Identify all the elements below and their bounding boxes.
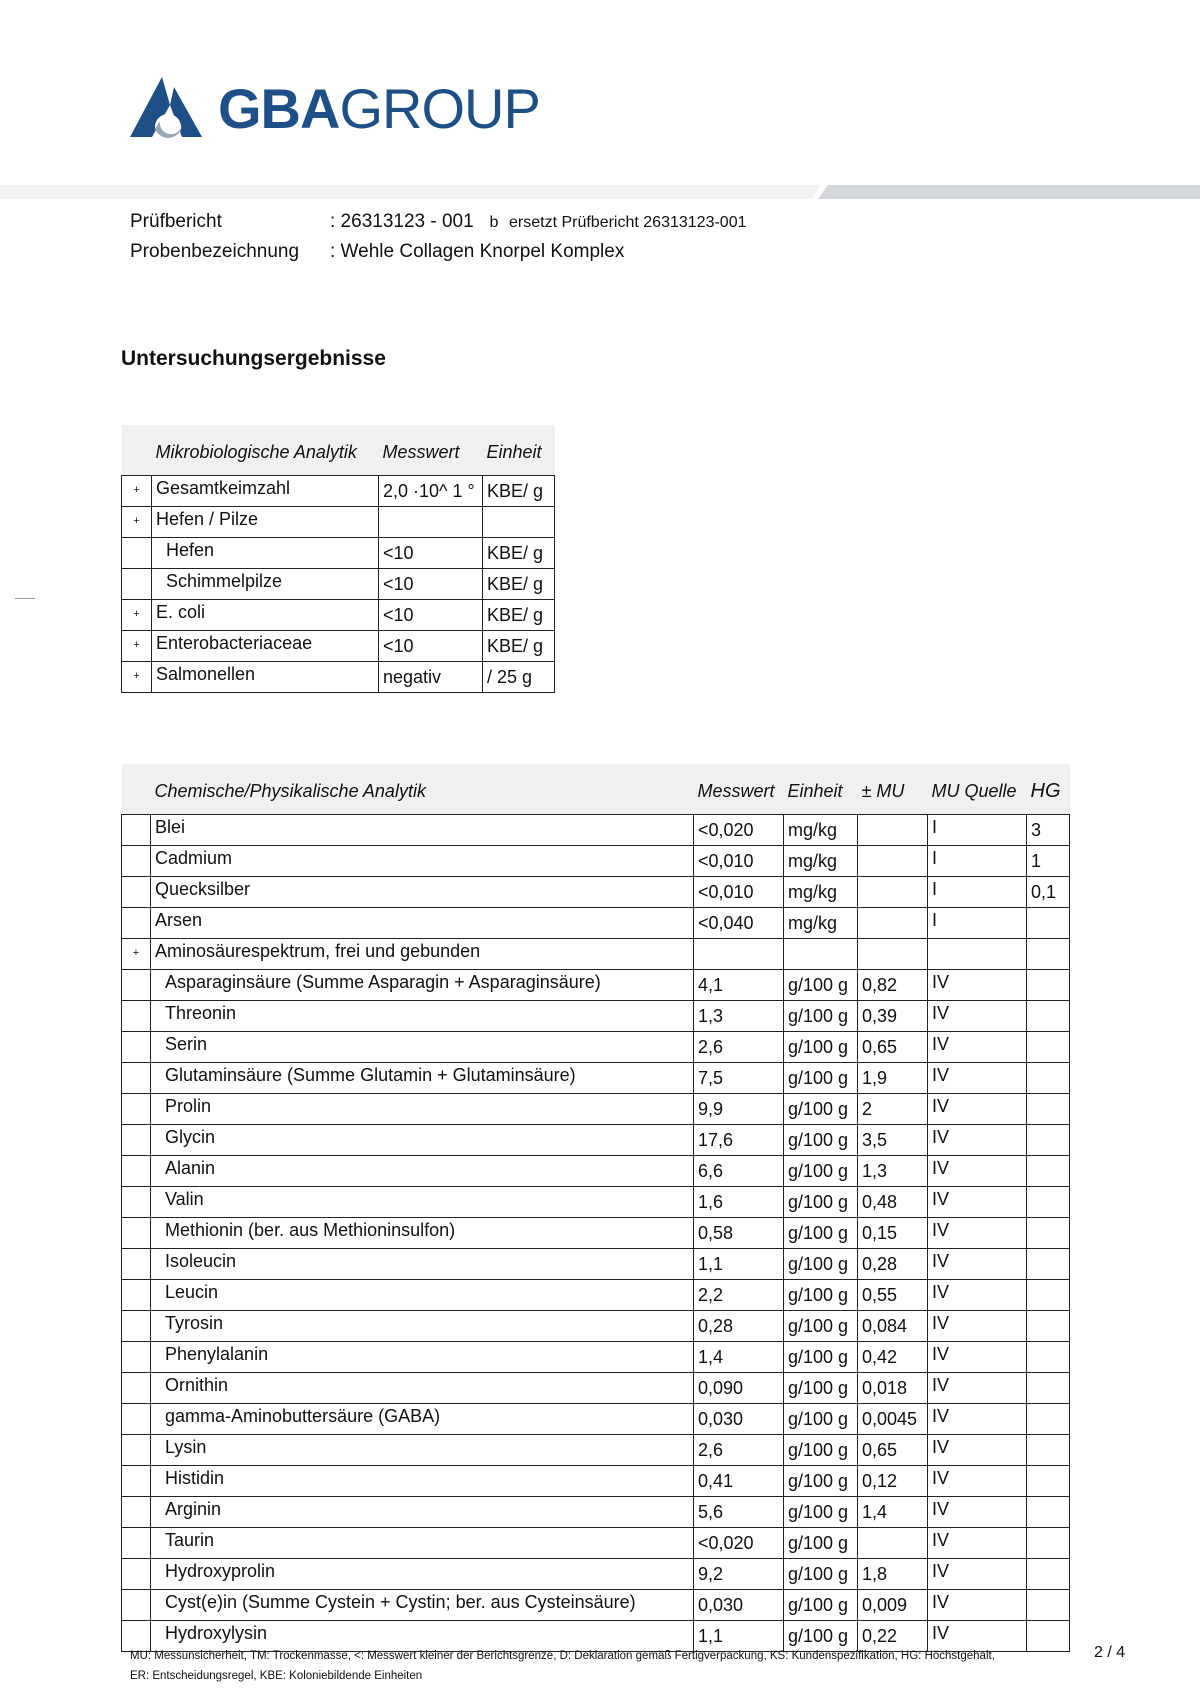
chem-row [122,1249,1070,1280]
micro-cell-name: Hefen / Pilze [152,507,379,538]
chem-cell-mu: 0,009 [858,1590,928,1621]
chem-cell-value [694,939,784,970]
logo-brand: GBA [218,77,340,140]
chem-cell-hg [1027,1311,1070,1342]
chem-cell-value: 0,28 [694,1311,784,1342]
chem-cell-hg [1027,1466,1070,1497]
chem-cell-unit: g/100 g [784,970,858,1001]
chem-cell-mu: 0,55 [858,1280,928,1311]
chem-cell-name: gamma-Aminobuttersäure (GABA) [151,1404,694,1435]
micro-cell-value [379,507,483,538]
chem-cell-mu [858,877,928,908]
chem-cell-unit: g/100 g [784,1590,858,1621]
chem-cell-src: IV [928,1249,1027,1280]
micro-cell-mark [122,569,152,600]
chem-row [122,939,1070,970]
chem-cell-unit: mg/kg [784,877,858,908]
micro-cell-name: E. coli [152,600,379,631]
chem-cell-mu: 0,82 [858,970,928,1001]
chem-row [122,1528,1070,1559]
chem-cell-value: 0,030 [694,1404,784,1435]
chem-cell-mark [122,1187,151,1218]
micro-cell-unit: KBE/ g [483,476,555,507]
chem-cell-value: 1,1 [694,1621,784,1652]
chem-cell-hg [1027,939,1070,970]
chem-cell-hg [1027,1435,1070,1466]
report-label: Prüfbericht [130,211,222,232]
micro-cell-unit: KBE/ g [483,631,555,662]
chem-cell-mu: 0,48 [858,1187,928,1218]
chem-cell-hg [1027,1590,1070,1621]
micro-cell-mark [122,538,152,569]
chem-cell-mark [122,1156,151,1187]
chem-cell-src: IV [928,1621,1027,1652]
chem-cell-mu [858,908,928,939]
chem-cell-src: IV [928,1001,1027,1032]
micro-cell-mark: + [122,662,152,693]
chem-cell-mark [122,1249,151,1280]
chem-cell-name: Cyst(e)in (Summe Cystein + Cystin; ber. aus Cysteinsäure) [151,1590,694,1621]
chem-cell-unit: g/100 g [784,1466,858,1497]
chem-header-einheit: Einheit [784,764,858,815]
chem-row [122,1342,1070,1373]
chem-cell-src: IV [928,1218,1027,1249]
chem-row [122,1373,1070,1404]
chem-cell-name: Phenylalanin [151,1342,694,1373]
chem-cell-value: 0,090 [694,1373,784,1404]
micro-cell-name: Hefen [152,538,379,569]
chem-cell-unit: g/100 g [784,1001,858,1032]
chem-cell-src: IV [928,1342,1027,1373]
chem-header-mu-quelle: MU Quelle [928,764,1027,815]
chem-cell-src: IV [928,1125,1027,1156]
chem-cell-mu [858,815,928,846]
micro-header-row [122,425,555,476]
chem-cell-mu: 0,018 [858,1373,928,1404]
chem-cell-mark [122,1280,151,1311]
chem-row [122,815,1070,846]
chem-cell-name: Blei [151,815,694,846]
chem-cell-unit: g/100 g [784,1125,858,1156]
chem-cell-unit: g/100 g [784,1156,858,1187]
chem-row [122,1125,1070,1156]
chem-cell-name: Asparaginsäure (Summe Asparagin + Asparaginsäure) [151,970,694,1001]
chem-header-mark [122,764,151,815]
chem-cell-mark [122,1342,151,1373]
chem-cell-name: Hydroxylysin [151,1621,694,1652]
chem-cell-mark [122,1528,151,1559]
chem-cell-unit: g/100 g [784,1249,858,1280]
chem-cell-mu: 0,22 [858,1621,928,1652]
chem-cell-mu: 0,0045 [858,1404,928,1435]
chem-cell-value: <0,010 [694,877,784,908]
chem-cell-src: IV [928,1404,1027,1435]
micro-cell-name: Enterobacteriaceae [152,631,379,662]
chem-cell-unit: mg/kg [784,908,858,939]
chem-cell-mark: + [122,939,151,970]
micro-cell-value: <10 [379,569,483,600]
chem-cell-name: Methionin (ber. aus Methioninsulfon) [151,1218,694,1249]
micro-cell-mark: + [122,600,152,631]
micro-cell-unit: KBE/ g [483,569,555,600]
chem-table-body [122,815,1070,1652]
chem-cell-value: 1,3 [694,1001,784,1032]
micro-table [121,425,555,693]
chem-cell-src: IV [928,1311,1027,1342]
chem-row [122,1280,1070,1311]
chem-cell-unit: g/100 g [784,1621,858,1652]
chem-cell-mu: 2 [858,1094,928,1125]
chem-cell-mark [122,1559,151,1590]
chem-cell-unit [784,939,858,970]
chem-cell-unit: g/100 g [784,1032,858,1063]
chem-cell-name: Glutaminsäure (Summe Glutamin + Glutaminsäure) [151,1063,694,1094]
chem-row [122,1218,1070,1249]
chem-cell-mark [122,1373,151,1404]
chem-cell-name: Taurin [151,1528,694,1559]
chem-cell-mu: 0,39 [858,1001,928,1032]
chem-cell-src: IV [928,1373,1027,1404]
chem-header-messwert: Messwert [694,764,784,815]
chem-cell-mu [858,939,928,970]
chem-cell-name: Serin [151,1032,694,1063]
chem-cell-unit: mg/kg [784,815,858,846]
chem-cell-mark [122,1001,151,1032]
section-title: Untersuchungsergebnisse [121,347,386,370]
chem-cell-hg [1027,1001,1070,1032]
micro-cell-value: 2,0 ·10^ 1 ° [379,476,483,507]
micro-cell-mark: + [122,631,152,662]
chem-cell-value: 1,1 [694,1249,784,1280]
chem-cell-unit: g/100 g [784,1311,858,1342]
chem-cell-mu: 1,8 [858,1559,928,1590]
chem-cell-value: 5,6 [694,1497,784,1528]
report-replaces: ersetzt Prüfbericht 26313123-001 [509,214,747,231]
chem-row [122,877,1070,908]
chem-cell-hg [1027,1094,1070,1125]
micro-cell-unit: / 25 g [483,662,555,693]
chem-cell-mark [122,1094,151,1125]
chem-cell-hg [1027,1156,1070,1187]
chem-cell-name: Ornithin [151,1373,694,1404]
chem-cell-mu: 1,4 [858,1497,928,1528]
chem-cell-value: 7,5 [694,1063,784,1094]
chem-row [122,846,1070,877]
chem-cell-hg [1027,908,1070,939]
chem-cell-value: 17,6 [694,1125,784,1156]
chem-row [122,1590,1070,1621]
chem-cell-unit: g/100 g [784,1342,858,1373]
chem-row [122,1094,1070,1125]
chem-row [122,1435,1070,1466]
micro-row [122,631,555,662]
micro-row [122,600,555,631]
chem-header-row [122,764,1070,815]
margin-mark [15,598,35,599]
page-number: 2 / 4 [1094,1644,1126,1661]
micro-cell-name: Schimmelpilze [152,569,379,600]
sample-label: Probenbezeichnung [130,241,300,262]
report-number: : 26313123 - 001 [330,211,474,232]
chem-cell-value: <0,020 [694,815,784,846]
chem-cell-mark [122,1063,151,1094]
chem-cell-mark [122,1125,151,1156]
chem-row [122,1063,1070,1094]
chem-cell-src: IV [928,1187,1027,1218]
chem-cell-unit: g/100 g [784,1435,858,1466]
chem-cell-src: I [928,877,1027,908]
chem-cell-name: Aminosäurespektrum, frei und gebunden [151,939,694,970]
chem-cell-src: IV [928,1466,1027,1497]
chem-cell-value: 6,6 [694,1156,784,1187]
chem-header-mu: ± MU [858,764,928,815]
chem-cell-mu [858,846,928,877]
chem-cell-value: 9,2 [694,1559,784,1590]
chem-cell-mark [122,1590,151,1621]
micro-row [122,538,555,569]
chem-cell-name: Tyrosin [151,1311,694,1342]
chem-cell-src: IV [928,1032,1027,1063]
chem-cell-value: 2,6 [694,1032,784,1063]
micro-cell-unit: KBE/ g [483,538,555,569]
micro-cell-unit [483,507,555,538]
chem-cell-name: Glycin [151,1125,694,1156]
chem-cell-unit: g/100 g [784,1497,858,1528]
chem-cell-name: Leucin [151,1280,694,1311]
chem-cell-mu [858,1528,928,1559]
chem-cell-hg [1027,1032,1070,1063]
chem-cell-mu: 0,12 [858,1466,928,1497]
micro-table-body [122,476,555,693]
chem-cell-hg: 1 [1027,846,1070,877]
micro-header-mark [122,425,152,476]
chem-cell-name: Quecksilber [151,877,694,908]
chem-cell-hg [1027,1280,1070,1311]
micro-cell-unit: KBE/ g [483,600,555,631]
chem-cell-mu: 0,42 [858,1342,928,1373]
chem-cell-value: 2,6 [694,1435,784,1466]
sample-value: : Wehle Collagen Knorpel Komplex [330,241,625,262]
chem-cell-unit: g/100 g [784,1528,858,1559]
chem-cell-unit: g/100 g [784,1404,858,1435]
chem-cell-unit: g/100 g [784,1559,858,1590]
chem-cell-mark [122,877,151,908]
chem-cell-hg: 0,1 [1027,877,1070,908]
chem-cell-mark [122,815,151,846]
logo-suffix: GROUP [339,77,540,140]
chem-row [122,1497,1070,1528]
chem-cell-hg [1027,1528,1070,1559]
micro-cell-value: <10 [379,631,483,662]
chem-cell-src: IV [928,1435,1027,1466]
chem-row [122,1001,1070,1032]
chem-cell-value: 4,1 [694,970,784,1001]
chem-cell-mu: 0,28 [858,1249,928,1280]
chem-cell-value: <0,040 [694,908,784,939]
chem-cell-mark [122,1466,151,1497]
chem-cell-mu: 0,65 [858,1435,928,1466]
micro-row [122,569,555,600]
chem-cell-src [928,939,1027,970]
micro-row [122,662,555,693]
chem-row [122,970,1070,1001]
chem-cell-name: Arsen [151,908,694,939]
micro-header-messwert: Messwert [379,425,483,476]
micro-cell-mark: + [122,476,152,507]
chem-cell-hg [1027,970,1070,1001]
chem-cell-name: Prolin [151,1094,694,1125]
chem-cell-src: IV [928,1559,1027,1590]
micro-cell-value: <10 [379,600,483,631]
chem-row [122,1311,1070,1342]
chem-cell-mark [122,1435,151,1466]
chem-row [122,1032,1070,1063]
chem-cell-unit: g/100 g [784,1063,858,1094]
chem-table [121,764,1070,1652]
chem-cell-name: Alanin [151,1156,694,1187]
micro-cell-name: Gesamtkeimzahl [152,476,379,507]
chem-cell-value: 0,58 [694,1218,784,1249]
chem-cell-mu: 3,5 [858,1125,928,1156]
chem-cell-name: Histidin [151,1466,694,1497]
chem-row [122,1404,1070,1435]
chem-cell-hg [1027,1125,1070,1156]
chem-cell-value: 1,4 [694,1342,784,1373]
chem-cell-mu: 0,15 [858,1218,928,1249]
chem-cell-mark [122,908,151,939]
chem-header-hg: HG [1027,764,1070,815]
chem-cell-name: Arginin [151,1497,694,1528]
chem-cell-mark [122,846,151,877]
chem-cell-mu: 1,3 [858,1156,928,1187]
chem-cell-src: IV [928,1094,1027,1125]
chem-cell-value: <0,020 [694,1528,784,1559]
chem-cell-hg [1027,1404,1070,1435]
chem-cell-hg: 3 [1027,815,1070,846]
micro-cell-value: <10 [379,538,483,569]
micro-cell-name: Salmonellen [152,662,379,693]
chem-cell-unit: g/100 g [784,1187,858,1218]
chem-cell-unit: mg/kg [784,846,858,877]
chem-row [122,908,1070,939]
micro-header-einheit: Einheit [483,425,555,476]
chem-cell-value: 9,9 [694,1094,784,1125]
chem-row [122,1466,1070,1497]
chem-cell-mu: 0,084 [858,1311,928,1342]
chem-cell-unit: g/100 g [784,1094,858,1125]
chem-cell-value: 1,6 [694,1187,784,1218]
chem-cell-hg [1027,1187,1070,1218]
chem-cell-name: Threonin [151,1001,694,1032]
chem-cell-src: IV [928,1156,1027,1187]
chem-cell-mark [122,1311,151,1342]
report-value [330,210,746,235]
chem-cell-name: Cadmium [151,846,694,877]
chem-cell-hg [1027,1342,1070,1373]
chem-cell-mark [122,970,151,1001]
chem-cell-hg [1027,1218,1070,1249]
chem-cell-src: IV [928,1528,1027,1559]
chem-cell-hg [1027,1063,1070,1094]
chem-cell-unit: g/100 g [784,1280,858,1311]
chem-cell-mu: 0,65 [858,1032,928,1063]
logo-wordmark [218,79,540,139]
report-suffix-letter: b [489,214,499,231]
chem-cell-name: Lysin [151,1435,694,1466]
chem-cell-src: I [928,846,1027,877]
chem-cell-name: Isoleucin [151,1249,694,1280]
chem-cell-src: IV [928,1063,1027,1094]
footnote-line-2: ER: Entscheidungsregel, KBE: Koloniebildende Einheiten [130,1670,423,1682]
footnote [130,1646,1030,1686]
chem-cell-mark [122,1218,151,1249]
chem-cell-src: I [928,908,1027,939]
header-band [0,185,1200,199]
chem-cell-src: IV [928,1497,1027,1528]
chem-cell-value: 0,030 [694,1590,784,1621]
micro-header-analytik: Mikrobiologische Analytik [152,425,379,476]
micro-cell-value: negativ [379,662,483,693]
chem-cell-hg [1027,1559,1070,1590]
footnote-line-1: MU: Messunsicherheit, TM: Trockenmasse, <: Messwert kleiner der Berichtsgrenze, D: Deklaration gemäß Fertigverpackung, KS: Kundenspezifikation, HG: Höchstgehalt, [130,1650,995,1662]
chem-cell-src: IV [928,1590,1027,1621]
chem-cell-value: 0,41 [694,1466,784,1497]
chem-row [122,1559,1070,1590]
chem-cell-hg [1027,1621,1070,1652]
chem-cell-mark [122,1404,151,1435]
micro-row [122,507,555,538]
chem-cell-value: <0,010 [694,846,784,877]
chem-cell-mark [122,1032,151,1063]
chem-cell-hg [1027,1373,1070,1404]
chem-cell-unit: g/100 g [784,1373,858,1404]
micro-cell-mark: + [122,507,152,538]
chem-cell-src: IV [928,1280,1027,1311]
chem-cell-hg [1027,1249,1070,1280]
chem-cell-src: IV [928,970,1027,1001]
chem-cell-mu: 1,9 [858,1063,928,1094]
gba-logo-mark-icon [130,77,206,141]
chem-cell-src: I [928,815,1027,846]
chem-row [122,1156,1070,1187]
chem-cell-hg [1027,1497,1070,1528]
chem-row [122,1187,1070,1218]
chem-cell-name: Hydroxyprolin [151,1559,694,1590]
chem-header-analytik: Chemische/Physikalische Analytik [151,764,694,815]
gba-group-logo [130,75,570,145]
micro-row [122,476,555,507]
chem-cell-unit: g/100 g [784,1218,858,1249]
chem-cell-mark [122,1497,151,1528]
chem-cell-name: Valin [151,1187,694,1218]
chem-cell-value: 2,2 [694,1280,784,1311]
